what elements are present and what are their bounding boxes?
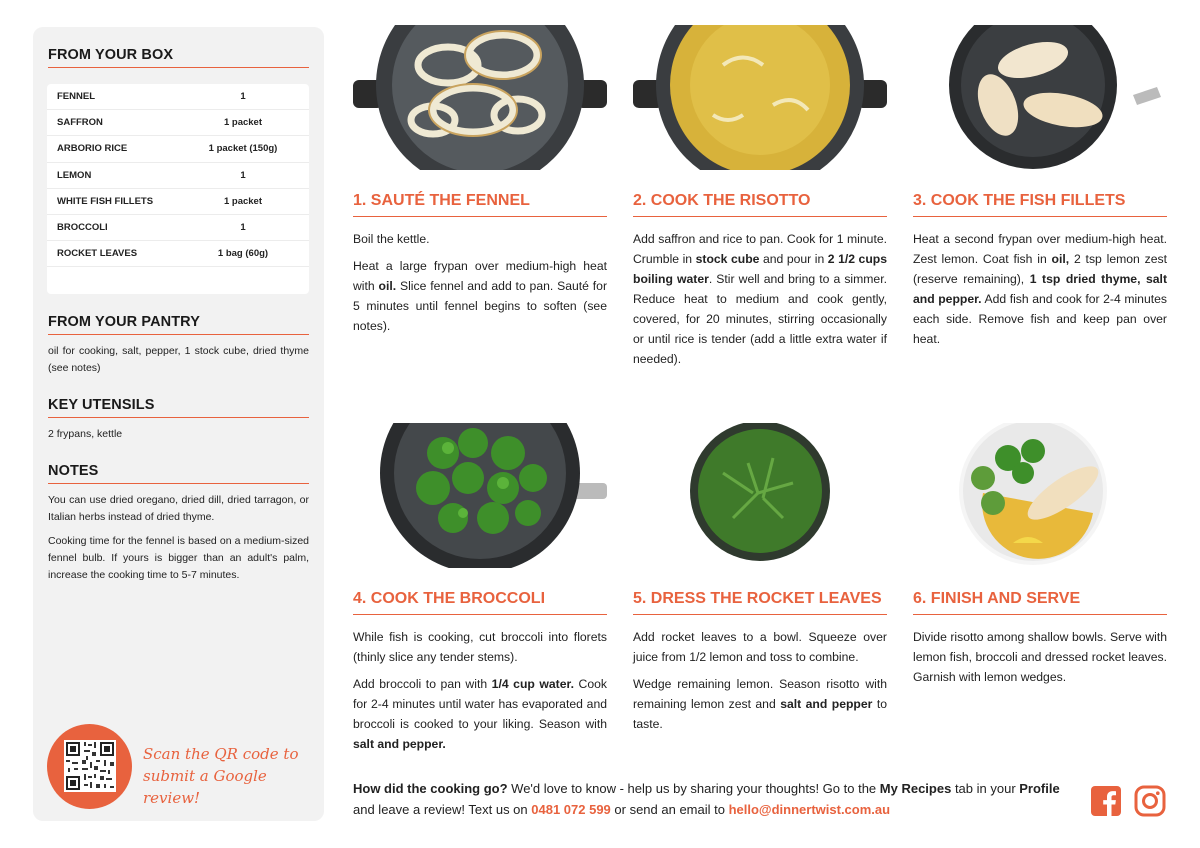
step-4-body: While fish is cooking, cut broccoli into florets (thinly slice any tender stems). Add broccoli to pan with 1/4 cup water. Cook for 2-4 minutes until water has evaporated and broccoli is cooked to your liking. Season with salt and pepper. [353, 630, 607, 751]
qr-badge [47, 724, 132, 809]
table-row: WHITE FISH FILLETS 1 packet [47, 189, 309, 215]
step-6-body: Divide risotto among shallow bowls. Serve with lemon fish, broccoli and dressed rocket leaves. Garnish with lemon wedges. [913, 630, 1167, 684]
fennel-pan-photo [353, 25, 607, 170]
step-1-body: Boil the kettle. Heat a large frypan over medium-high heat with oil. Slice fennel and add to pan. Sauté for 5 minutes until fennel begins to soften (see notes). [353, 232, 608, 333]
rocket-bowl-photo [633, 423, 887, 568]
step-4-title: 4. COOK THE BROCCOLI [353, 590, 607, 615]
step-3-body: Heat a second frypan over medium-high heat. Zest lemon. Coat fish in oil, 2 tsp lemon zest (reserve remaining), 1 tsp dried thyme, salt and pepper. Add fish and cook for 2-4 minutes each side. Remove fish and keep pan over heat. [913, 232, 1168, 346]
box-ingredients-table [47, 84, 309, 294]
step-5-title: 5. DRESS THE ROCKET LEAVES [633, 590, 887, 615]
from-your-pantry-title: FROM YOUR PANTRY [48, 314, 309, 335]
ingredients-sidebar [33, 27, 324, 821]
step-1-title: 1. SAUTÉ THE FENNEL [353, 192, 607, 217]
instagram-icon[interactable] [1134, 785, 1166, 817]
notes-title: NOTES [48, 463, 309, 484]
table-row: BROCCOLI 1 [47, 215, 309, 241]
step-3-title: 3. COOK THE FISH FILLETS [913, 192, 1167, 217]
step-6-title: 6. FINISH AND SERVE [913, 590, 1167, 615]
table-row: ARBORIO RICE 1 packet (150g) [47, 136, 309, 162]
step-2-body: Add saffron and rice to pan. Cook for 1 minute. Crumble in stock cube and pour in 2 1/2 cups boiling water. Stir well and bring to a simmer. Reduce heat to medium and cook gently, covered, for 20 minutes, stirring occasionally or until rice is tender (add a little extra water if needed). [633, 232, 888, 366]
key-utensils-title: KEY UTENSILS [48, 397, 309, 418]
table-row: FENNEL 1 [47, 84, 309, 110]
email-link[interactable]: hello@dinnertwist.com.au [728, 802, 891, 817]
fish-pan-photo [913, 25, 1167, 170]
qr-review-note: Scan the QR code to submit a Google review! [143, 745, 299, 807]
facebook-icon[interactable] [1090, 785, 1122, 817]
from-your-box-title: FROM YOUR BOX [48, 47, 309, 68]
qr-code-icon[interactable] [64, 740, 116, 792]
phone-number[interactable]: 0481 072 599 [531, 802, 611, 817]
utensils-text: 2 frypans, kettle [48, 428, 123, 440]
pantry-text: oil for cooking, salt, pepper, 1 stock cube, dried thyme (see notes) [48, 345, 309, 374]
table-row: ROCKET LEAVES 1 bag (60g) [47, 241, 309, 267]
broccoli-pan-photo [353, 423, 607, 568]
table-row: SAFFRON 1 packet [47, 110, 309, 136]
profile-link[interactable]: Profile [1019, 781, 1060, 796]
finished-dish-photo [913, 423, 1167, 568]
my-recipes-link[interactable]: My Recipes [879, 781, 952, 796]
notes-text-1: You can use dried oregano, dried dill, dried tarragon, or Italian herbs instead of dried thyme. [48, 494, 309, 523]
risotto-pan-photo [633, 25, 887, 170]
notes-text-2: Cooking time for the fennel is based on a medium-sized fennel bulb. If yours is bigger than an adult's palm, increase the cooking time to 5-7 minutes. [48, 535, 309, 581]
table-row: LEMON 1 [47, 163, 309, 189]
step-5-body: Add rocket leaves to a bowl. Squeeze over juice from 1/2 lemon and toss to combine. Wedge remaining lemon. Season risotto with remaining lemon zest and salt and pepper to taste. [633, 630, 887, 731]
step-2-title: 2. COOK THE RISOTTO [633, 192, 887, 217]
feedback-footer: How did the cooking go? We'd love to know - help us by sharing your thoughts! Go to the My Recipes tab in your Profile and leave a review! Text us on 0481 072 599 or send an email to hello@dinnertwist.com.au [353, 781, 1060, 817]
